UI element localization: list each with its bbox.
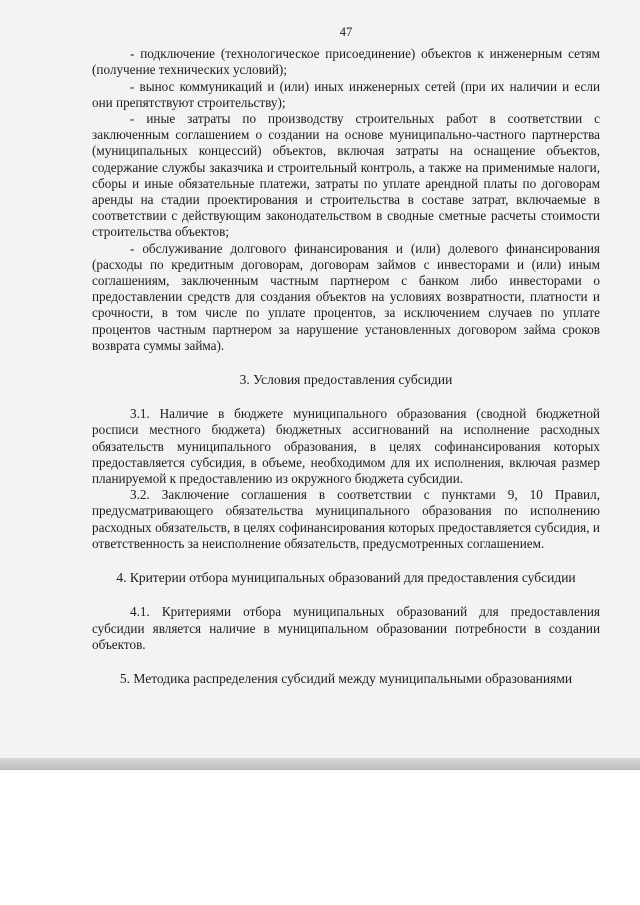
section-3-2: 3.2. Заключение соглашения в соответствии с пунктами 9, 10 Правил, предусматривающего обязательства муниципального образования по исполнению расходных обязательств, в целях софинансирования которых предоставляется субсидия, и ответственность за неисполнение обязательств, предусмотренных соглашением. [92, 487, 600, 551]
list-item-relocation: - вынос коммуникаций и (или) иных инженерных сетей (при их наличии и если они препятствуют строительству); [92, 78, 600, 110]
section-3-heading: 3. Условия предоставления субсидии [239, 372, 453, 388]
scan-edge [0, 758, 640, 770]
list-item-other-costs: - иные затраты по производству строительных работ в соответствии с заключенным соглашением о создании на основе муниципально-частного партнерства (муниципальных концессий) объектов, включая затраты на оснащение объектов, содержание службы заказчика и строительный контроль, а также на применимые налоги, сборы и иные обязательные платежи, затраты по уплате арендной платы по договорам аренды на стадии проектирования и строительства в составе затрат, включаемые в соответствии с действующим законодательством в сводные сметные расчеты стоимости строительства объектов; [92, 111, 600, 240]
section-5-heading: 5. Методика распределения субсидий между муниципальными образованиями [119, 670, 573, 686]
list-item-connection: - подключение (технологическое присоединение) объектов к инженерным сетям (получение технических условий); [92, 46, 600, 78]
section-3-1: 3.1. Наличие в бюджете муниципального образования (сводной бюджетной росписи местного бюджета) бюджетных ассигнований на исполнение расходных обязательств муниципального образования, в целях софинансирования которых предоставляется субсидия, в объеме, необходимом для их исполнения, включая размер планируемой к предоставлению из окружного бюджета субсидии. [92, 406, 600, 487]
document-page [92, 24, 600, 705]
section-4-heading: 4. Критерии отбора муниципальных образований для предоставления субсидии [116, 570, 576, 586]
section-4-1: 4.1. Критериями отбора муниципальных образований для предоставления субсидии является наличие в муниципальном образовании потребности в создании объектов. [92, 604, 600, 652]
list-item-debt-service: - обслуживание долгового финансирования и (или) долевого финансирования (расходы по кредитным договорам, договорам займов с инвесторами и (или) иным соглашениям, заключенным частным партнером с банком либо инвесторами о предоставлении средств для создания объектов на условиях возвратности, платности и срочности, в том числе по уплате процентов, за исключением случаев по уплате процентов частным партнером за нарушение установленных договором займа сроков возврата суммы займа). [92, 240, 600, 353]
page-number: 47 [339, 25, 353, 39]
